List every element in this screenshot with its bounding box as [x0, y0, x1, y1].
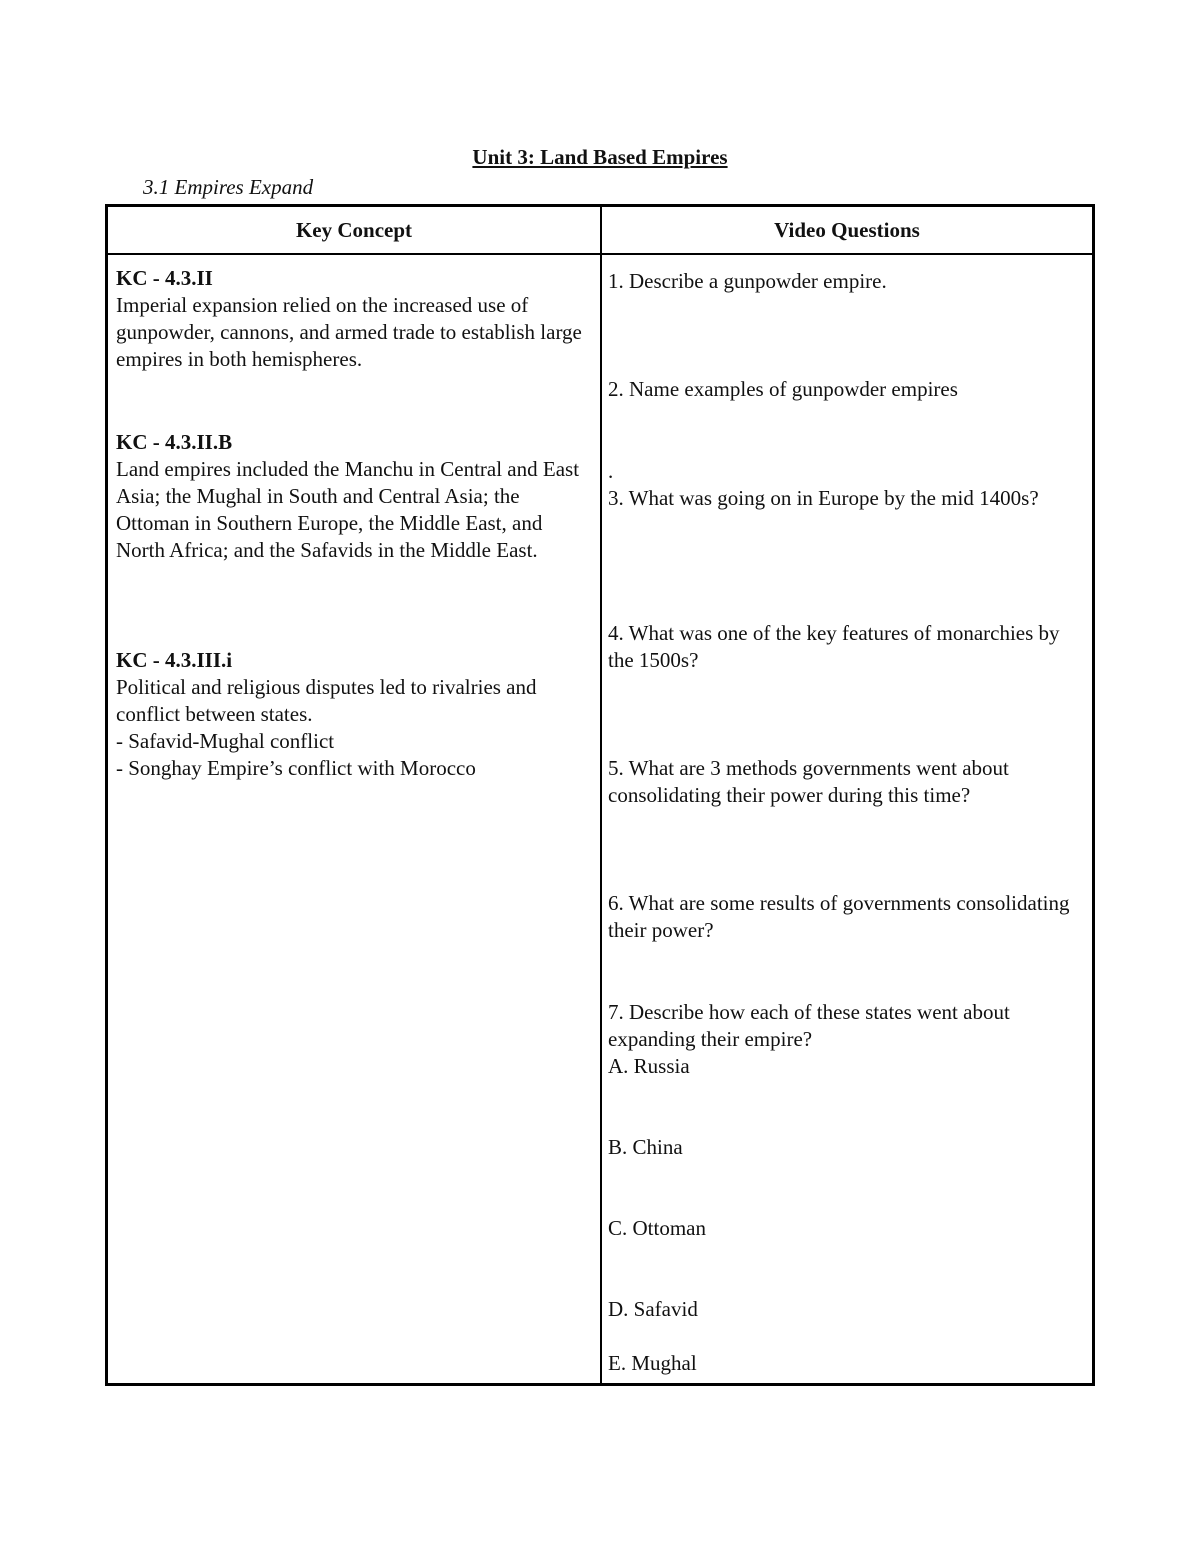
column-divider — [600, 207, 602, 1383]
key-concept-code: KC - 4.3.II — [116, 266, 213, 290]
key-concept-text: Imperial expansion relied on the increased use of gunpowder, cannons, and armed trade to establish large empires in both hemispheres. — [116, 293, 582, 371]
question-2: 2. Name examples of gunpowder empires — [608, 377, 958, 401]
key-concept-code: KC - 4.3.III.i — [116, 648, 233, 672]
question-7-text: 7. Describe how each of these states went about expanding their empire? — [608, 1000, 1010, 1051]
question-separator-dot: . — [608, 459, 614, 483]
key-concept-1 — [116, 265, 596, 373]
sub-item-russia: A. Russia — [608, 1054, 690, 1078]
key-concept-2 — [116, 429, 596, 564]
question-3: 3. What was going on in Europe by the mid 1400s? — [608, 486, 1039, 510]
question-5: 5. What are 3 methods governments went about consolidating their power during this time? — [608, 756, 1009, 807]
section-title: 3.1 Empires Expand — [143, 175, 314, 199]
key-concept-3 — [116, 647, 596, 782]
key-concept-bullet: - Songhay Empire’s conflict with Morocco — [116, 756, 476, 780]
header-divider — [108, 253, 1092, 255]
key-concept-text: Political and religious disputes led to rivalries and conflict between states. — [116, 675, 537, 726]
question-4: 4. What was one of the key features of monarchies by the 1500s? — [608, 621, 1060, 672]
question-6: 6. What are some results of governments consolidating their power? — [608, 891, 1070, 942]
sub-item-safavid: D. Safavid — [608, 1297, 698, 1321]
question-1: 1. Describe a gunpowder empire. — [608, 269, 887, 293]
sub-item-ottoman: C. Ottoman — [608, 1216, 706, 1240]
key-concept-header: Key Concept — [295, 218, 413, 242]
question-7 — [608, 999, 1086, 1080]
key-concept-code: KC - 4.3.II.B — [116, 430, 233, 454]
video-questions-header: Video Questions — [774, 218, 920, 242]
key-concept-text: Land empires included the Manchu in Central and East Asia; the Mughal in South and Central Asia; the Ottoman in Southern Europe, the Middle East, and North Africa; and the Safavids in the Middle East. — [116, 457, 580, 562]
concept-questions-table — [105, 204, 1095, 1386]
sub-item-mughal: E. Mughal — [608, 1351, 697, 1375]
key-concept-bullet: - Safavid-Mughal conflict — [116, 729, 335, 753]
page-title: Unit 3: Land Based Empires — [472, 145, 728, 169]
sub-item-china: B. China — [608, 1135, 683, 1159]
